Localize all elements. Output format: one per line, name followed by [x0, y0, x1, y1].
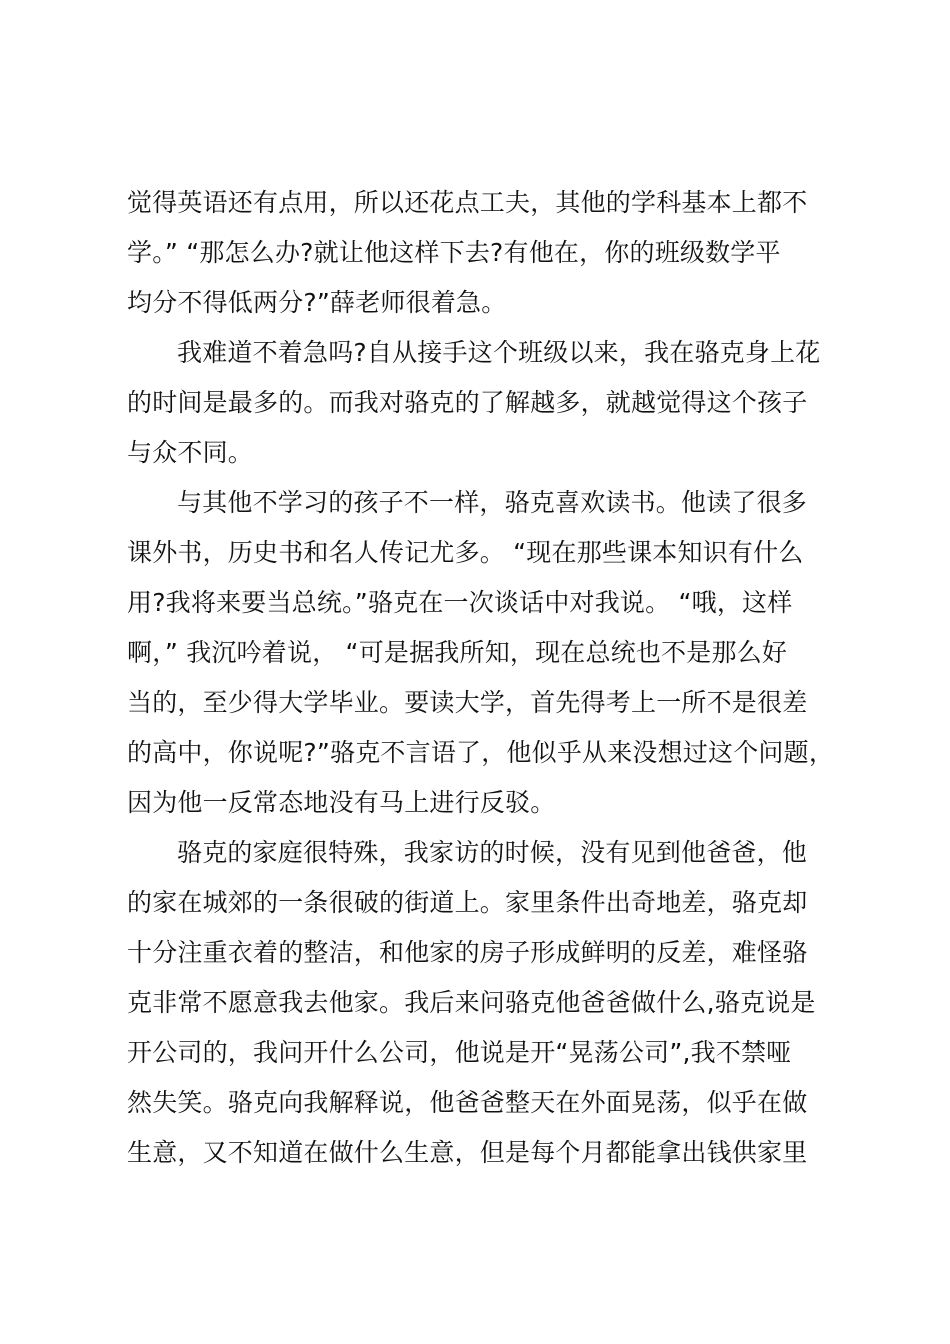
text-line: 课外书，历史书和名人传记尤多。 “现在那些课本知识有什么	[127, 538, 804, 567]
paragraph-first-line: 骆克的家庭很特殊，我家访的时候，没有见到他爸爸，他	[177, 838, 808, 867]
paragraph-first-line: 我难道不着急吗?自从接手这个班级以来，我在骆克身上花	[177, 338, 821, 367]
text-line: 开公司的，我问开什么公司，他说是开“晃荡公司”,我不禁哑	[127, 1038, 792, 1067]
text-line: 的家在城郊的一条很破的街道上。家里条件出奇地差，骆克却	[127, 888, 808, 917]
text-line: 学。” “那怎么办?就让他这样下去?有他在，你的班级数学平	[127, 238, 781, 267]
text-line: 生意，又不知道在做什么生意，但是每个月都能拿出钱供家里	[127, 1138, 808, 1167]
text-line: 然失笑。骆克向我解释说，他爸爸整天在外面晃荡，似乎在做	[127, 1088, 808, 1117]
text-line: 十分注重衣着的整洁，和他家的房子形成鲜明的反差，难怪骆	[127, 938, 808, 967]
text-line: 当的，至少得大学毕业。要读大学，首先得考上一所不是很差	[127, 688, 808, 717]
text-line: 用?我将来要当总统。”骆克在一次谈话中对我说。 “哦，这样	[127, 588, 793, 617]
text-line: 啊，” 我沉吟着说， “可是据我所知，现在总统也不是那么好	[127, 638, 788, 667]
text-line: 均分不得低两分?”薛老师很着急。	[127, 288, 507, 317]
text-line: 的时间是最多的。而我对骆克的了解越多，就越觉得这个孩子	[127, 388, 808, 417]
text-line: 觉得英语还有点用，所以还花点工夫，其他的学科基本上都不	[127, 188, 808, 217]
paragraph-first-line: 与其他不学习的孩子不一样，骆克喜欢读书。他读了很多	[177, 488, 808, 517]
text-line: 与众不同。	[127, 438, 254, 467]
text-line: 的高中，你说呢?”骆克不言语了，他似乎从来没想过这个问题，	[127, 738, 835, 767]
text-line: 克非常不愿意我去他家。我后来问骆克他爸爸做什么,骆克说是	[127, 988, 816, 1017]
text-line: 因为他一反常态地没有马上进行反驳。	[127, 788, 556, 817]
